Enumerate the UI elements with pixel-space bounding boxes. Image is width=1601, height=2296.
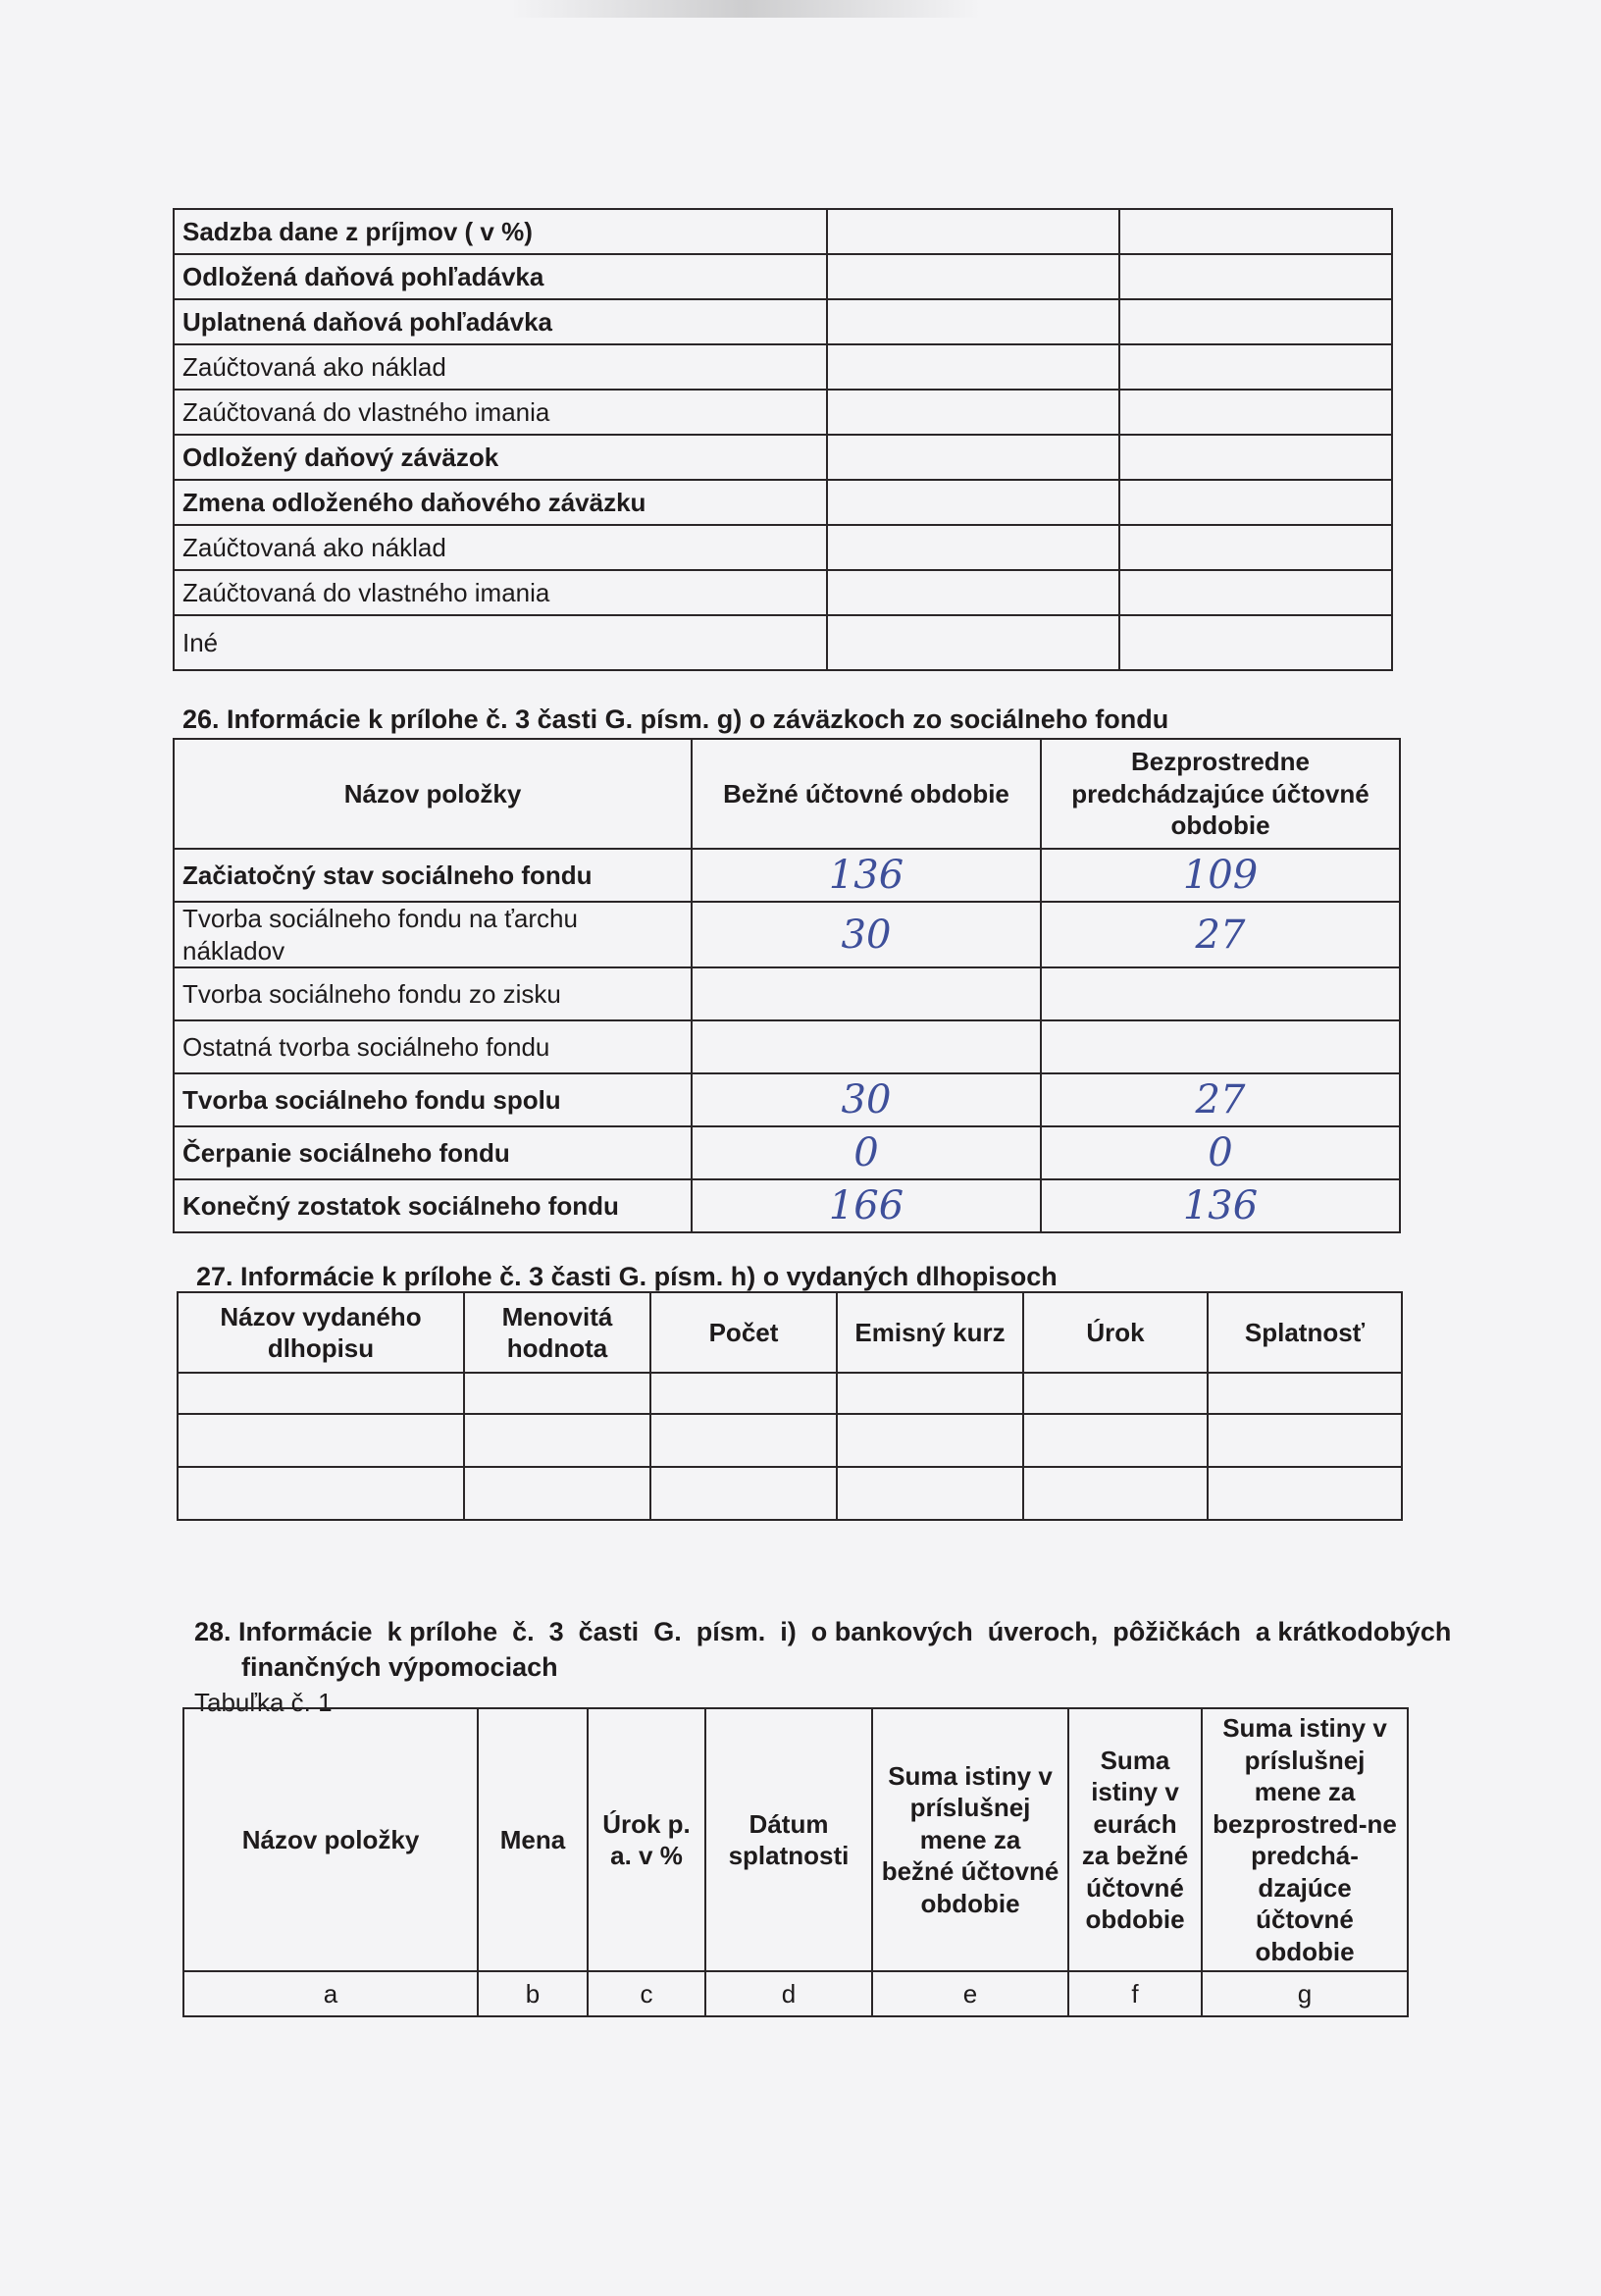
row-label: Zaúčtovaná do vlastného imania [174,390,827,435]
column-letter: f [1068,1971,1202,2016]
bonds-row [178,1373,1402,1414]
bond-header: Úrok [1023,1292,1208,1373]
deferred-tax-row [174,254,1392,299]
previous-period-value: 136 [1041,1179,1400,1232]
deferred-tax-row [174,344,1392,390]
value-cell [1119,209,1392,254]
bonds-row [178,1414,1402,1467]
column-letter: e [872,1971,1068,2016]
row-label: Tvorba sociálneho fondu na ťarchu nákladov [174,902,692,967]
scan-smudge [510,0,981,18]
value-cell [1119,344,1392,390]
current-period-value: 136 [692,849,1041,902]
loan-header: Suma istiny v príslušnej mene za bežné účtovné obdobie [872,1708,1068,1971]
current-period-value [692,967,1041,1020]
value-cell [827,209,1119,254]
current-period-value: 0 [692,1126,1041,1179]
value-cell [1119,435,1392,480]
bond-header: Počet [650,1292,837,1373]
social-fund-row [174,1179,1400,1232]
row-label: Tvorba sociálneho fondu spolu [174,1073,692,1126]
social-fund-row [174,1020,1400,1073]
loan-header: Suma istiny v príslušnej mene za bezprostred-ne predchá-dzajúce účtovné obdobie [1202,1708,1408,1971]
loan-header: Dátum splatnosti [705,1708,872,1971]
previous-period-value [1041,967,1400,1020]
deferred-tax-row [174,209,1392,254]
value-cell [1119,525,1392,570]
column-letter: g [1202,1971,1408,2016]
previous-period-value: 27 [1041,902,1400,967]
value-cell [827,615,1119,670]
table-label: Tabuľka č. 1 [194,1688,333,1717]
previous-period-value [1041,1020,1400,1073]
loan-header: Suma istiny v eurách za bežné účtovné obdobie [1068,1708,1202,1971]
deferred-tax-row [174,615,1392,670]
row-label: Tvorba sociálneho fondu zo zisku [174,967,692,1020]
section-27-title: 27. Informácie k prílohe č. 3 časti G. písm. h) o vydaných dlhopisoch [196,1262,1058,1291]
social-fund-table [173,738,1401,1233]
social-fund-row [174,849,1400,902]
deferred-tax-table [173,208,1393,671]
value-cell [1119,570,1392,615]
social-fund-row [174,1073,1400,1126]
deferred-tax-row [174,435,1392,480]
column-letter: d [705,1971,872,2016]
row-label: Zaúčtovaná do vlastného imania [174,570,827,615]
row-label: Čerpanie sociálneho fondu [174,1126,692,1179]
bonds-row [178,1467,1402,1520]
section-26-title: 26. Informácie k prílohe č. 3 časti G. písm. g) o záväzkoch zo sociálneho fondu [182,704,1169,734]
bonds-table [177,1291,1403,1521]
deferred-tax-row [174,525,1392,570]
value-cell [1119,254,1392,299]
column-letter: c [588,1971,705,2016]
value-cell [827,299,1119,344]
header-item-name: Názov položky [174,739,692,849]
deferred-tax-row [174,570,1392,615]
row-label: Odložený daňový záväzok [174,435,827,480]
value-cell [1119,480,1392,525]
header-previous-period: Bezprostredne predchádzajúce účtovné obdobie [1041,739,1400,849]
bond-header: Menovitá hodnota [464,1292,650,1373]
row-label: Ostatná tvorba sociálneho fondu [174,1020,692,1073]
section-28-title-line1: 28. Informácie k prílohe č. 3 časti G. písm. i) o bankových úveroch, pôžičkách a krátkodobých [194,1617,1452,1646]
row-label: Zaúčtovaná ako náklad [174,525,827,570]
row-label: Iné [174,615,827,670]
value-cell [827,480,1119,525]
value-cell [827,344,1119,390]
value-cell [1119,615,1392,670]
value-cell [827,390,1119,435]
row-label: Konečný zostatok sociálneho fondu [174,1179,692,1232]
current-period-value: 166 [692,1179,1041,1232]
value-cell [1119,299,1392,344]
value-cell [827,525,1119,570]
social-fund-row [174,1126,1400,1179]
header-current-period: Bežné účtovné obdobie [692,739,1041,849]
social-fund-row [174,902,1400,967]
loan-header: Názov položky [183,1708,478,1971]
column-letter: a [183,1971,478,2016]
previous-period-value: 109 [1041,849,1400,902]
row-label: Začiatočný stav sociálneho fondu [174,849,692,902]
bond-header: Splatnosť [1208,1292,1402,1373]
social-fund-row [174,967,1400,1020]
value-cell [827,435,1119,480]
current-period-value: 30 [692,1073,1041,1126]
previous-period-value: 0 [1041,1126,1400,1179]
bond-header: Názov vydaného dlhopisu [178,1292,464,1373]
row-label: Zmena odloženého daňového záväzku [174,480,827,525]
row-label: Uplatnená daňová pohľadávka [174,299,827,344]
bond-header: Emisný kurz [837,1292,1023,1373]
row-label: Odložená daňová pohľadávka [174,254,827,299]
section-28-title-line2: finančných výpomociach [241,1652,558,1682]
current-period-value [692,1020,1041,1073]
bank-loans-table [182,1707,1409,2017]
column-letter: b [478,1971,588,2016]
deferred-tax-row [174,480,1392,525]
deferred-tax-row [174,299,1392,344]
row-label: Sadzba dane z príjmov ( v %) [174,209,827,254]
value-cell [1119,390,1392,435]
loan-header: Úrok p. a. v % [588,1708,705,1971]
row-label: Zaúčtovaná ako náklad [174,344,827,390]
previous-period-value: 27 [1041,1073,1400,1126]
current-period-value: 30 [692,902,1041,967]
deferred-tax-row [174,390,1392,435]
loan-header: Mena [478,1708,588,1971]
value-cell [827,254,1119,299]
value-cell [827,570,1119,615]
